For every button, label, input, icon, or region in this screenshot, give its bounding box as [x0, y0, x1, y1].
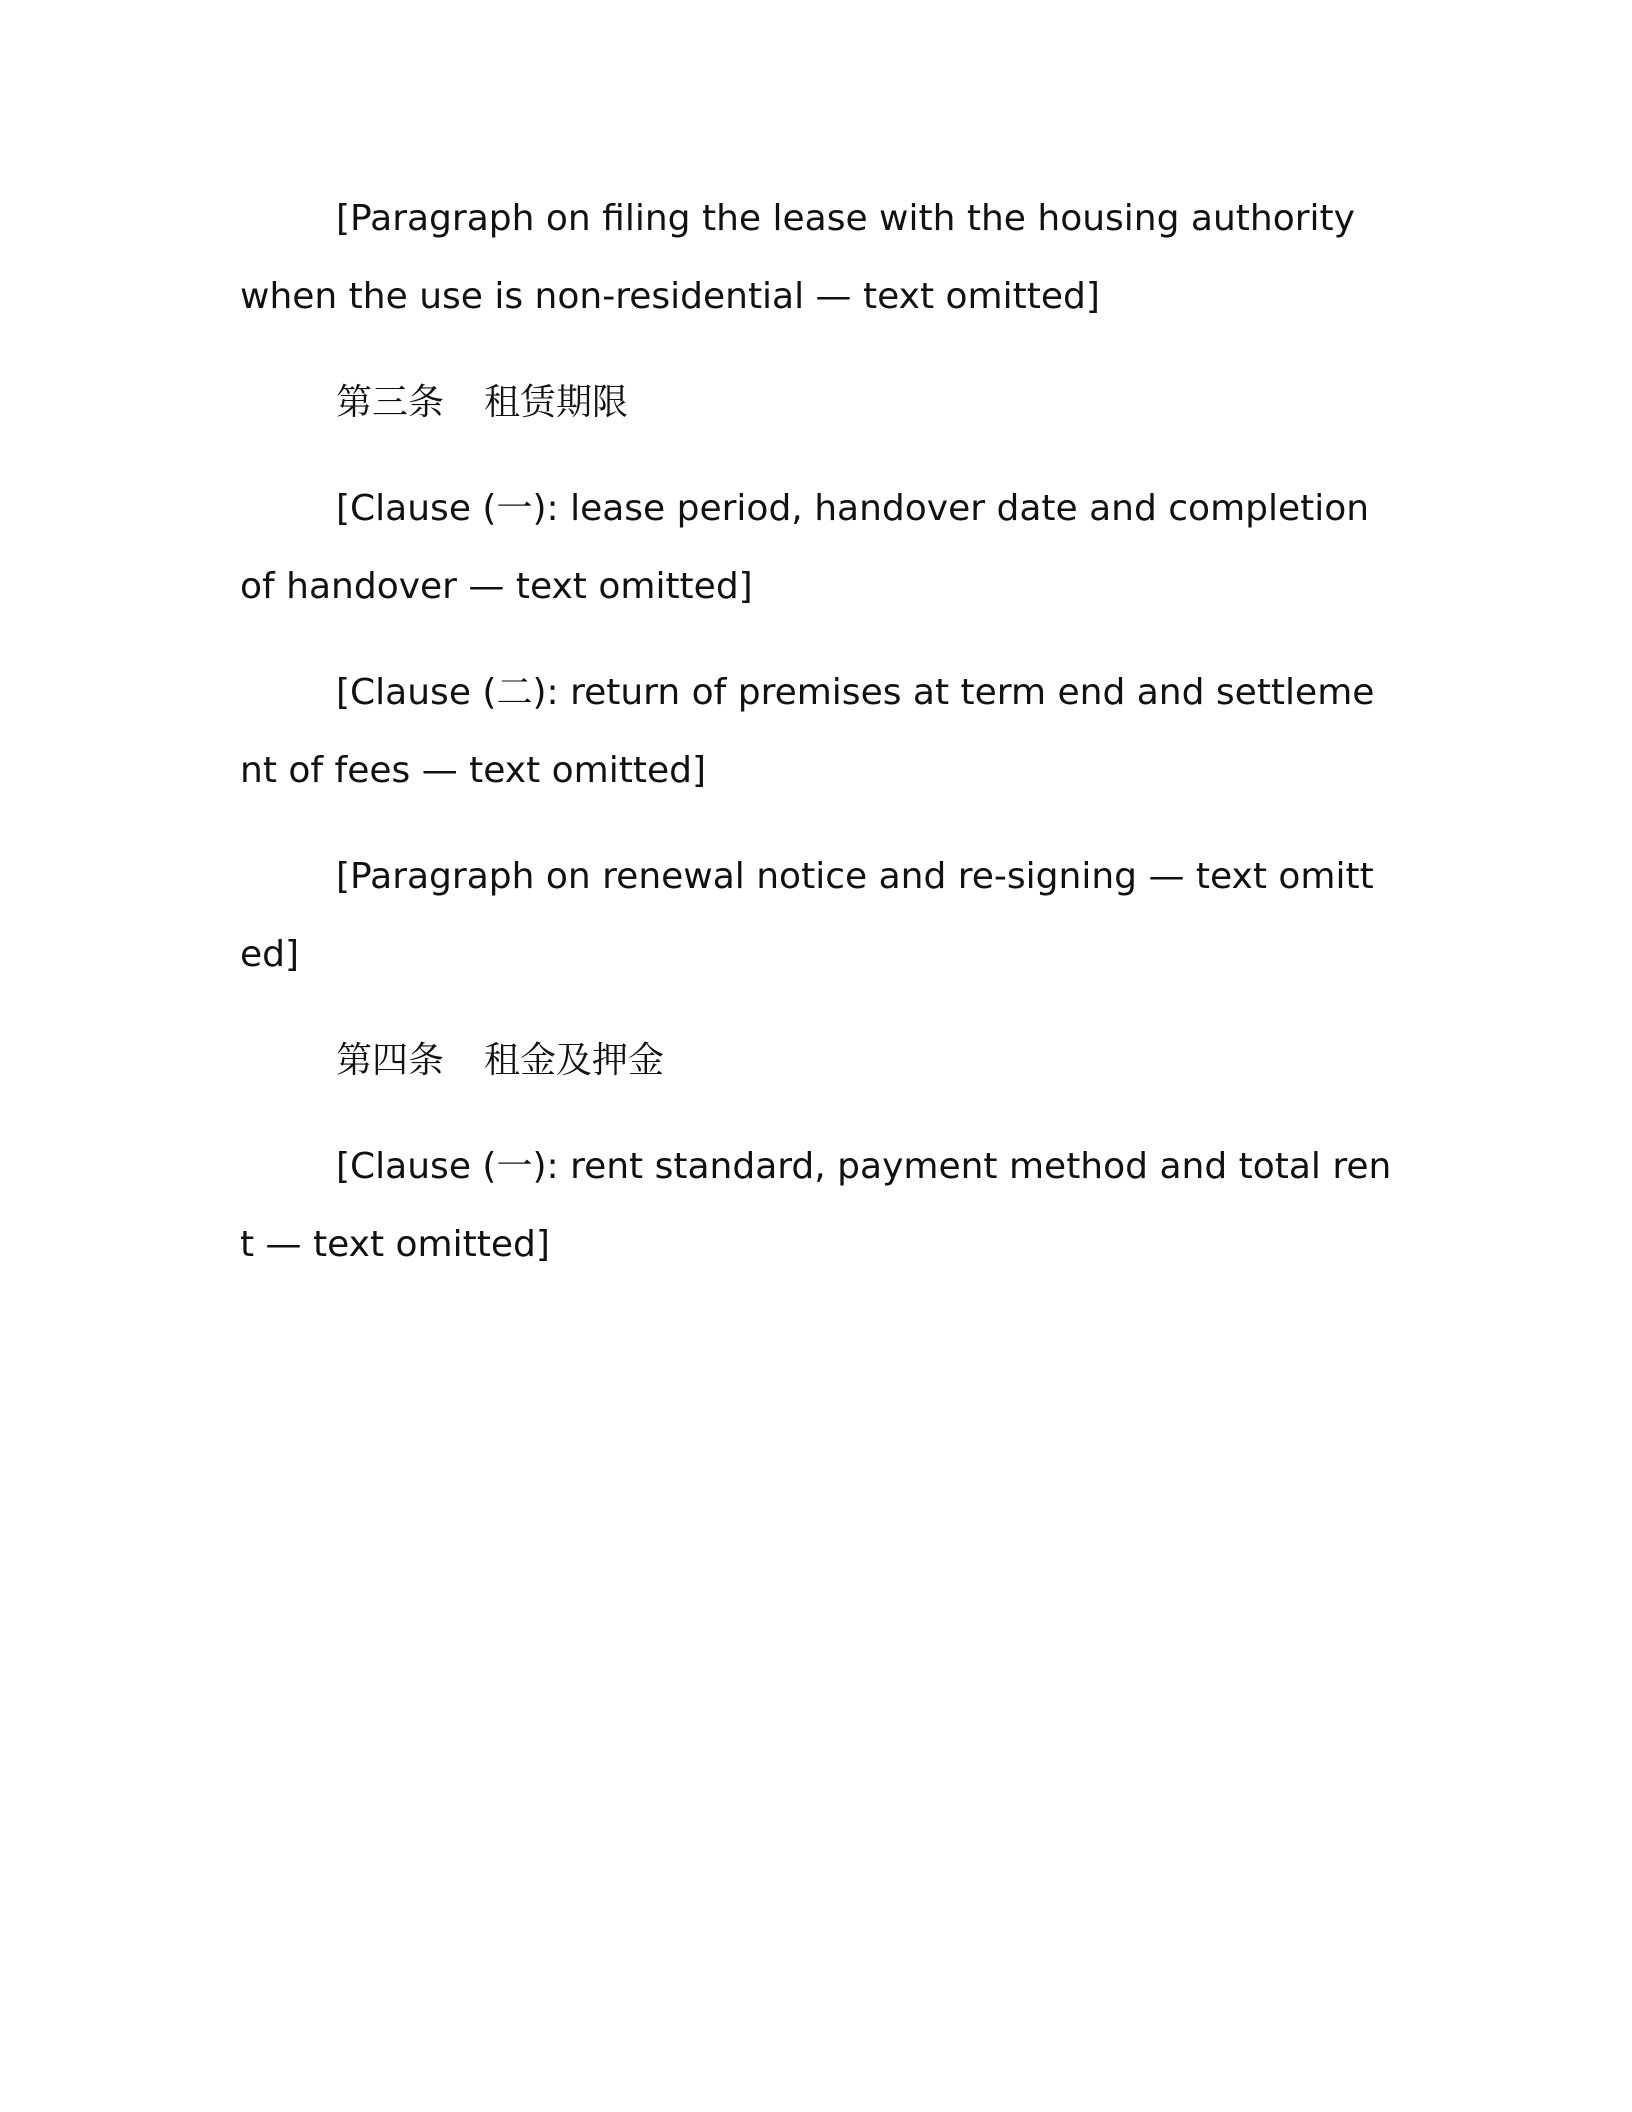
paragraph-lease-term: [Clause (一): lease period, handover date and completion of handover — text omitted]: [240, 488, 1370, 607]
article-4-heading: [240, 1022, 1392, 1100]
article-4-title: 租金及押金: [484, 1040, 665, 1081]
paragraph-filing: [Paragraph on filing the lease with the housing authority when the use is non-residential — text omitted]: [240, 198, 1355, 317]
article-3-title: 租赁期限: [484, 382, 629, 423]
article-3-number: 第三条: [336, 382, 445, 423]
article-4-number: 第四条: [336, 1040, 445, 1081]
article-3-heading: [240, 364, 1392, 442]
paragraph-rent: [Clause (一): rent standard, payment method and total rent — text omitted]: [240, 1146, 1392, 1265]
paragraph-renewal: [Paragraph on renewal notice and re-signing — text omitted]: [240, 856, 1374, 975]
paragraph-return: [Clause (二): return of premises at term end and settlement of fees — text omitted]: [240, 672, 1375, 791]
